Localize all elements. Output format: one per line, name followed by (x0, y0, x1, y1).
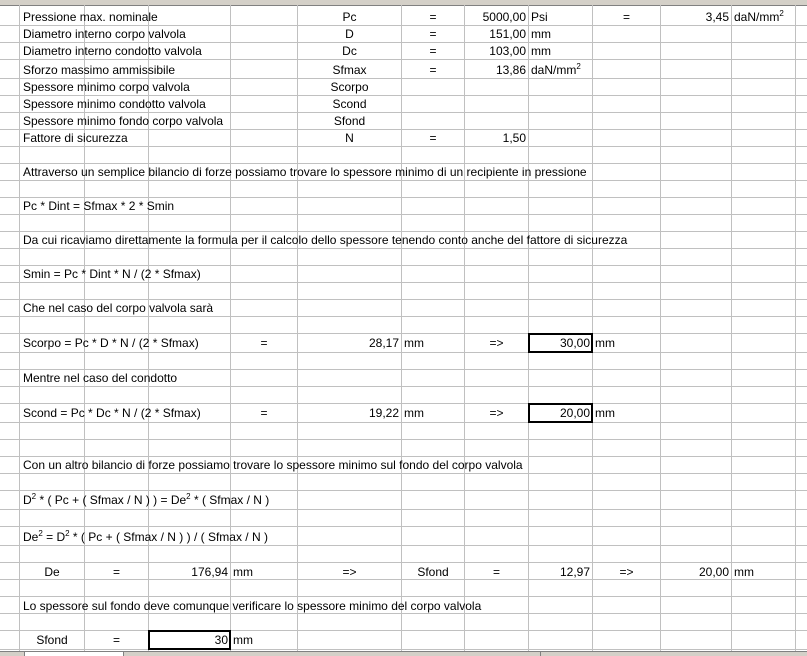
column-header-bar (0, 0, 807, 6)
bottom-intro-text[interactable]: Con un altro bilancio di forze possiamo trovare lo spessore minimo sul fondo del corpo valvola (23, 458, 523, 472)
duct-case-text[interactable]: Mentre nel caso del condotto (23, 371, 178, 385)
label-spessore-corpo[interactable]: Spessore minimo corpo valvola (23, 80, 190, 94)
symbol-pc[interactable]: Pc (342, 10, 357, 24)
unit-psi[interactable]: Psi (531, 10, 548, 24)
label-spessore-fondo[interactable]: Spessore minimo fondo corpo valvola (23, 114, 224, 128)
equals-sign[interactable]: = (622, 10, 630, 24)
label-spessore-condotto[interactable]: Spessore minimo condotto valvola (23, 97, 206, 111)
symbol-scorpo[interactable]: Scorpo (330, 80, 369, 94)
symbol-scond[interactable]: Scond (332, 97, 367, 111)
de-unit[interactable]: mm (233, 565, 253, 579)
unit-mm[interactable]: mm (531, 44, 551, 58)
equals-sign[interactable]: = (429, 44, 437, 58)
scorpo-unit[interactable]: mm (404, 336, 424, 350)
unit-mm[interactable]: mm (531, 27, 551, 41)
symbol-d[interactable]: D (345, 27, 354, 41)
equals-sign[interactable]: = (112, 565, 120, 579)
sfond-value[interactable]: 12,97 (559, 565, 590, 579)
equals-sign[interactable]: = (260, 406, 268, 420)
arrow-symbol[interactable]: => (489, 406, 504, 420)
equals-sign[interactable]: = (429, 63, 437, 77)
label-pressione[interactable]: Pressione max. nominale (23, 10, 158, 24)
label-sforzo[interactable]: Sforzo massimo ammissibile (23, 63, 176, 77)
arrow-symbol[interactable]: => (619, 565, 634, 579)
scond-unit[interactable]: mm (404, 406, 424, 420)
label-fattore-sicurezza[interactable]: Fattore di sicurezza (23, 131, 128, 145)
scorpo-value[interactable]: 28,17 (368, 336, 399, 350)
final-sfond-label[interactable]: Sfond (36, 633, 68, 647)
value-pc[interactable]: 5000,00 (482, 10, 526, 24)
equals-sign[interactable]: = (429, 131, 437, 145)
scorpo-result-unit[interactable]: mm (595, 336, 615, 350)
balance-formula[interactable]: Pc * Dint = Sfmax * 2 * Smin (23, 199, 175, 213)
derive-text[interactable]: Da cui ricaviamo direttamente la formula per il calcolo dello spessore tenendo conto anche del fattore di sicurezza (23, 233, 628, 247)
sfond-label[interactable]: Sfond (417, 565, 449, 579)
final-sfond-value[interactable]: 30 (214, 633, 228, 647)
label-diametro-corpo[interactable]: Diametro interno corpo valvola (23, 27, 186, 41)
symbol-n[interactable]: N (345, 131, 354, 145)
value-n[interactable]: 1,50 (502, 131, 526, 145)
value-d[interactable]: 151,00 (489, 27, 526, 41)
de-value[interactable]: 176,94 (191, 565, 228, 579)
body-case-text[interactable]: Che nel caso del corpo valvola sarà (23, 301, 214, 315)
label-diametro-condotto[interactable]: Diametro interno condotto valvola (23, 44, 202, 58)
scond-result[interactable]: 20,00 (559, 406, 590, 420)
equals-sign[interactable]: = (429, 10, 437, 24)
unit-dan-mm2[interactable]: daN/$mm^2$ (531, 62, 581, 77)
value-sfmax[interactable]: 13,86 (495, 63, 526, 77)
scond-formula[interactable]: Scond = Pc * Dc * N / (2 * Sfmax) (23, 406, 201, 420)
symbol-dc[interactable]: Dc (342, 44, 357, 58)
value-pc-converted[interactable]: 3,45 (705, 10, 729, 24)
de-label[interactable]: De (44, 565, 60, 579)
symbol-sfond[interactable]: Sfond (333, 114, 366, 128)
scorpo-result[interactable]: 30,00 (559, 336, 590, 350)
equals-sign[interactable]: = (112, 633, 120, 647)
force-balance-equation[interactable]: $D^2$ * ( Pc + ( Sfmax / N ) ) = $De^2$ * ( Sfmax / N ) (23, 492, 270, 507)
sfond-result[interactable]: 20,00 (698, 565, 729, 579)
equals-sign[interactable]: = (492, 565, 500, 579)
sheet-tab-bar[interactable] (0, 651, 807, 656)
final-sfond-unit[interactable]: mm (233, 633, 253, 647)
smin-formula[interactable]: Smin = Pc * Dint * N / (2 * Sfmax) (23, 267, 201, 281)
arrow-symbol[interactable]: => (342, 565, 357, 579)
horizontal-scrollbar[interactable] (540, 652, 807, 656)
unit-dan-mm2[interactable]: daN/$mm^2$ (734, 9, 784, 24)
verify-text[interactable]: Lo spessore sul fondo deve comunque verificare lo spessore minimo del corpo valvola (23, 599, 482, 613)
scorpo-formula[interactable]: Scorpo = Pc * D * N / (2 * Sfmax) (23, 336, 199, 350)
arrow-symbol[interactable]: => (489, 336, 504, 350)
scond-value[interactable]: 19,22 (368, 406, 399, 420)
symbol-sfmax[interactable]: Sfmax (332, 63, 367, 77)
intro-text[interactable]: Attraverso un semplice bilancio di forze possiamo trovare lo spessore minimo di un recipiente in pressione (23, 165, 587, 179)
value-dc[interactable]: 103,00 (489, 44, 526, 58)
sheet-tab[interactable] (24, 652, 124, 656)
de-equation[interactable]: $De^2 = D^2$ * ( Pc + ( Sfmax / N ) ) / ( Sfmax / N ) (23, 529, 268, 544)
equals-sign[interactable]: = (260, 336, 268, 350)
equals-sign[interactable]: = (429, 27, 437, 41)
sfond-result-unit[interactable]: mm (734, 565, 754, 579)
scond-result-unit[interactable]: mm (595, 406, 615, 420)
